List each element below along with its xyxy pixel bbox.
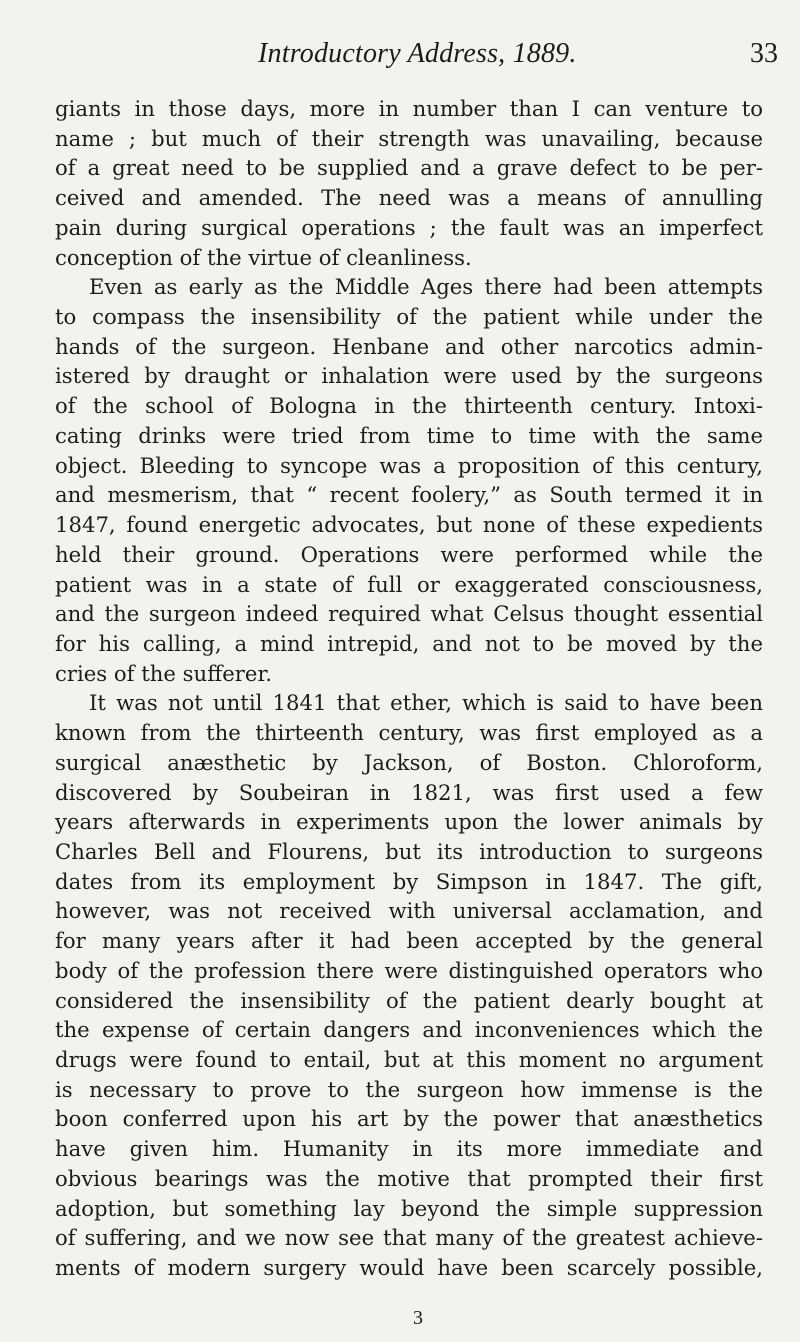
text-line: Even as early as the Middle Ages there had been attempts [89,274,763,300]
text-line: drugs were found to entail, but at this moment no argument [55,1047,763,1072]
text-line: for his calling, a mind intrepid, and not to be moved by the [55,630,763,656]
text-line: and the surgeon indeed required what Celsus thought essential [55,601,763,627]
text-line: however, was not received with universal acclamation, and [55,898,763,924]
text-line: body of the profession there were distinguished operators who [55,957,763,983]
text-line: of the school of Bologna in the thirteenth century. Intoxi- [55,393,763,419]
text-line: pain during surgical operations ; the fault was an imperfect [55,214,763,240]
text-line: have given him. Humanity in its more immediate and [55,1136,763,1162]
running-title: Introductory Address, 1889. [258,38,577,69]
text-line: patient was in a state of full or exaggerated consciousness, [55,571,763,597]
text-line: discovered by Soubeiran in 1821, was first used a few [55,779,763,805]
text-line: Charles Bell and Flourens, but its introduction to surgeons [55,838,763,864]
text-line: and mesmerism, that “ recent foolery,” as South termed it in [55,482,763,508]
text-line: known from the thirteenth century, was first employed as a [55,720,763,746]
text-line: conception of the virtue of cleanliness. [55,244,472,270]
printer-signature-mark: 3 [413,1307,423,1329]
text-line: held their ground. Operations were performed while the [55,541,763,567]
text-line: istered by draught or inhalation were used by the surgeons [55,363,763,389]
running-head [0,38,800,78]
paragraph [55,688,763,1282]
text-line: adoption, but something lay beyond the simple suppression [55,1195,763,1221]
paragraph [55,94,763,272]
paragraph [55,272,763,688]
text-line: giants in those days, more in number than I can venture to [55,96,763,121]
page-number: 33 [750,38,778,69]
text-line: name ; but much of their strength was unavailing, because [55,125,763,151]
text-line: object. Bleeding to syncope was a proposition of this century, [55,452,763,478]
text-line: boon conferred upon his art by the power that anæsthetics [55,1106,763,1132]
text-line: the expense of certain dangers and inconveniences which the [55,1017,763,1043]
body-text [55,94,763,1283]
text-line: of suffering, and we now see that many of the greatest achieve- [55,1225,763,1251]
text-line: It was not until 1841 that ether, which is said to have been [89,690,763,716]
text-line: considered the insensibility of the patient dearly bought at [55,987,763,1013]
text-line: of a great need to be supplied and a grave defect to be per- [55,155,763,181]
text-line: cating drinks were tried from time to time with the same [55,422,763,448]
text-line: to compass the insensibility of the patient while under the [55,304,763,330]
text-line: surgical anæsthetic by Jackson, of Boston. Chloroform, [55,749,763,775]
text-line: for many years after it had been accepted by the general [55,928,763,954]
text-line: ceived and amended. The need was a means of annulling [55,185,763,211]
text-line: hands of the surgeon. Henbane and other narcotics admin- [55,333,763,359]
text-line: is necessary to prove to the surgeon how immense is the [55,1076,763,1102]
text-line: years afterwards in experiments upon the lower animals by [55,809,763,835]
text-line: ments of modern surgery would have been scarcely possible, [55,1255,763,1281]
text-line: cries of the sufferer. [55,660,272,686]
text-line: 1847, found energetic advocates, but none of these expedients [55,512,763,538]
text-line: dates from its employment by Simpson in 1847. The gift, [55,868,763,894]
text-line: obvious bearings was the motive that prompted their first [55,1165,763,1191]
